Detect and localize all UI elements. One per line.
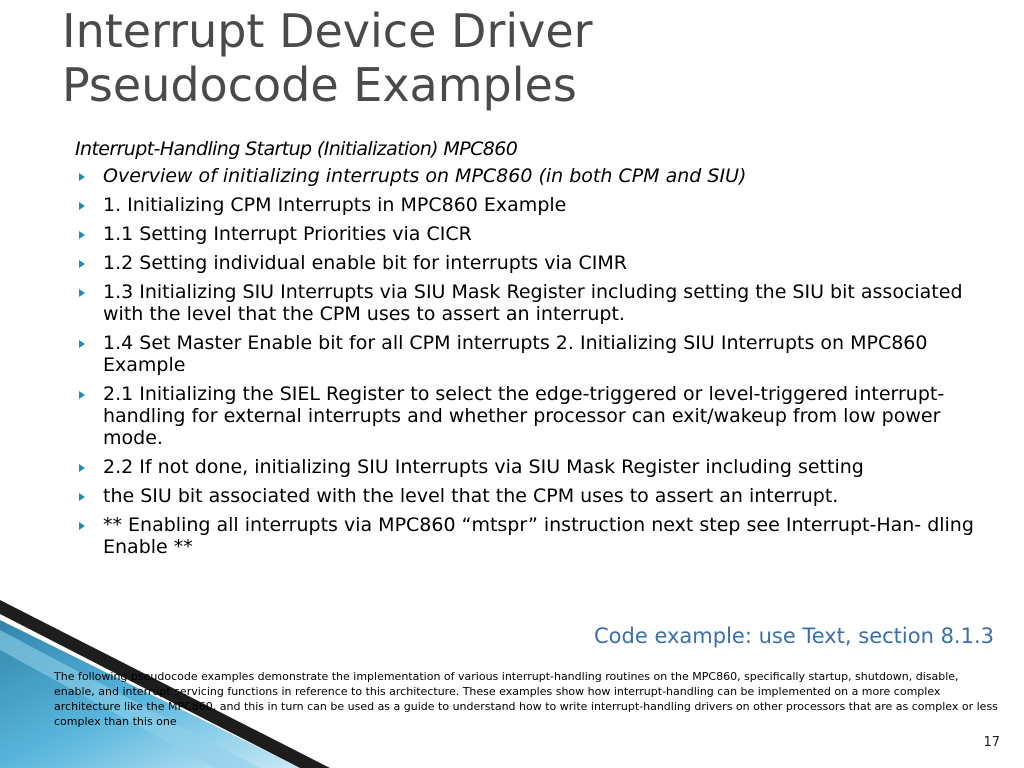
bullet-text: the SIU bit associated with the level that the CPM uses to assert an interrupt. (103, 485, 839, 507)
code-example-note: Code example: use Text, section 8.1.3 (594, 624, 994, 648)
page-number: 17 (983, 735, 1000, 750)
triangle-bullet-icon (79, 231, 85, 239)
triangle-bullet-icon (79, 260, 85, 268)
bullet-item (75, 383, 975, 449)
triangle-bullet-icon (79, 391, 85, 399)
bullet-text: ** Enabling all interrupts via MPC860 “mtspr” instruction next step see Interrupt-Han- dling Enable ** (103, 514, 974, 558)
bullet-item (75, 514, 975, 558)
bullet-text: 1. Initializing CPM Interrupts in MPC860 Example (103, 194, 567, 216)
bullet-item (75, 223, 975, 245)
bullet-item (75, 281, 975, 325)
bullet-text: Overview of initializing interrupts on MPC860 (in both CPM and SIU) (103, 165, 747, 187)
bullet-text: 1.2 Setting individual enable bit for interrupts via CIMR (103, 252, 627, 274)
triangle-bullet-icon (79, 493, 85, 501)
triangle-bullet-icon (79, 289, 85, 297)
bullet-list (75, 165, 975, 565)
footnote-text: The following pseudocode examples demonstrate the implementation of various interrupt-handling routines on the MPC860, specifically startup, shutdown, disable, enable, and interrupt servicing functions in reference to this architecture. These examples show how interrupt-handling can be implemented on a more complex architecture like the MPC860, and this in turn can be used as a guide to understand how to write interrupt-handling drivers on other processors that are as complex or less complex than this one (54, 670, 998, 728)
bullet-item (75, 194, 975, 216)
triangle-bullet-icon (79, 464, 85, 472)
slide-title (62, 4, 962, 112)
bullet-item (75, 332, 975, 376)
bullet-item (75, 165, 975, 187)
bullet-text: 2.1 Initializing the SIEL Register to select the edge-triggered or level-triggered interrupt-handling for external interrupts and whether processor can exit/wakeup from low power mode. (103, 383, 945, 449)
bullet-item (75, 456, 975, 478)
triangle-bullet-icon (79, 522, 85, 530)
title-line-2: Pseudocode Examples (62, 58, 577, 112)
bullet-item (75, 252, 975, 274)
triangle-bullet-icon (79, 340, 85, 348)
bullet-item (75, 485, 975, 507)
title-line-1: Interrupt Device Driver (62, 4, 593, 58)
bullet-text: 1.1 Setting Interrupt Priorities via CICR (103, 223, 472, 245)
bullet-text: 1.4 Set Master Enable bit for all CPM interrupts 2. Initializing SIU Interrupts on MPC860 Example (103, 332, 928, 376)
subheading: Interrupt-Handling Startup (Initialization) MPC860 (75, 138, 518, 160)
bullet-text: 1.3 Initializing SIU Interrupts via SIU Mask Register including setting the SIU bit associated with the level that the CPM uses to assert an interrupt. (103, 281, 963, 325)
triangle-bullet-icon (79, 173, 85, 181)
triangle-bullet-icon (79, 202, 85, 210)
bullet-text: 2.2 If not done, initializing SIU Interrupts via SIU Mask Register including setting (103, 456, 864, 478)
